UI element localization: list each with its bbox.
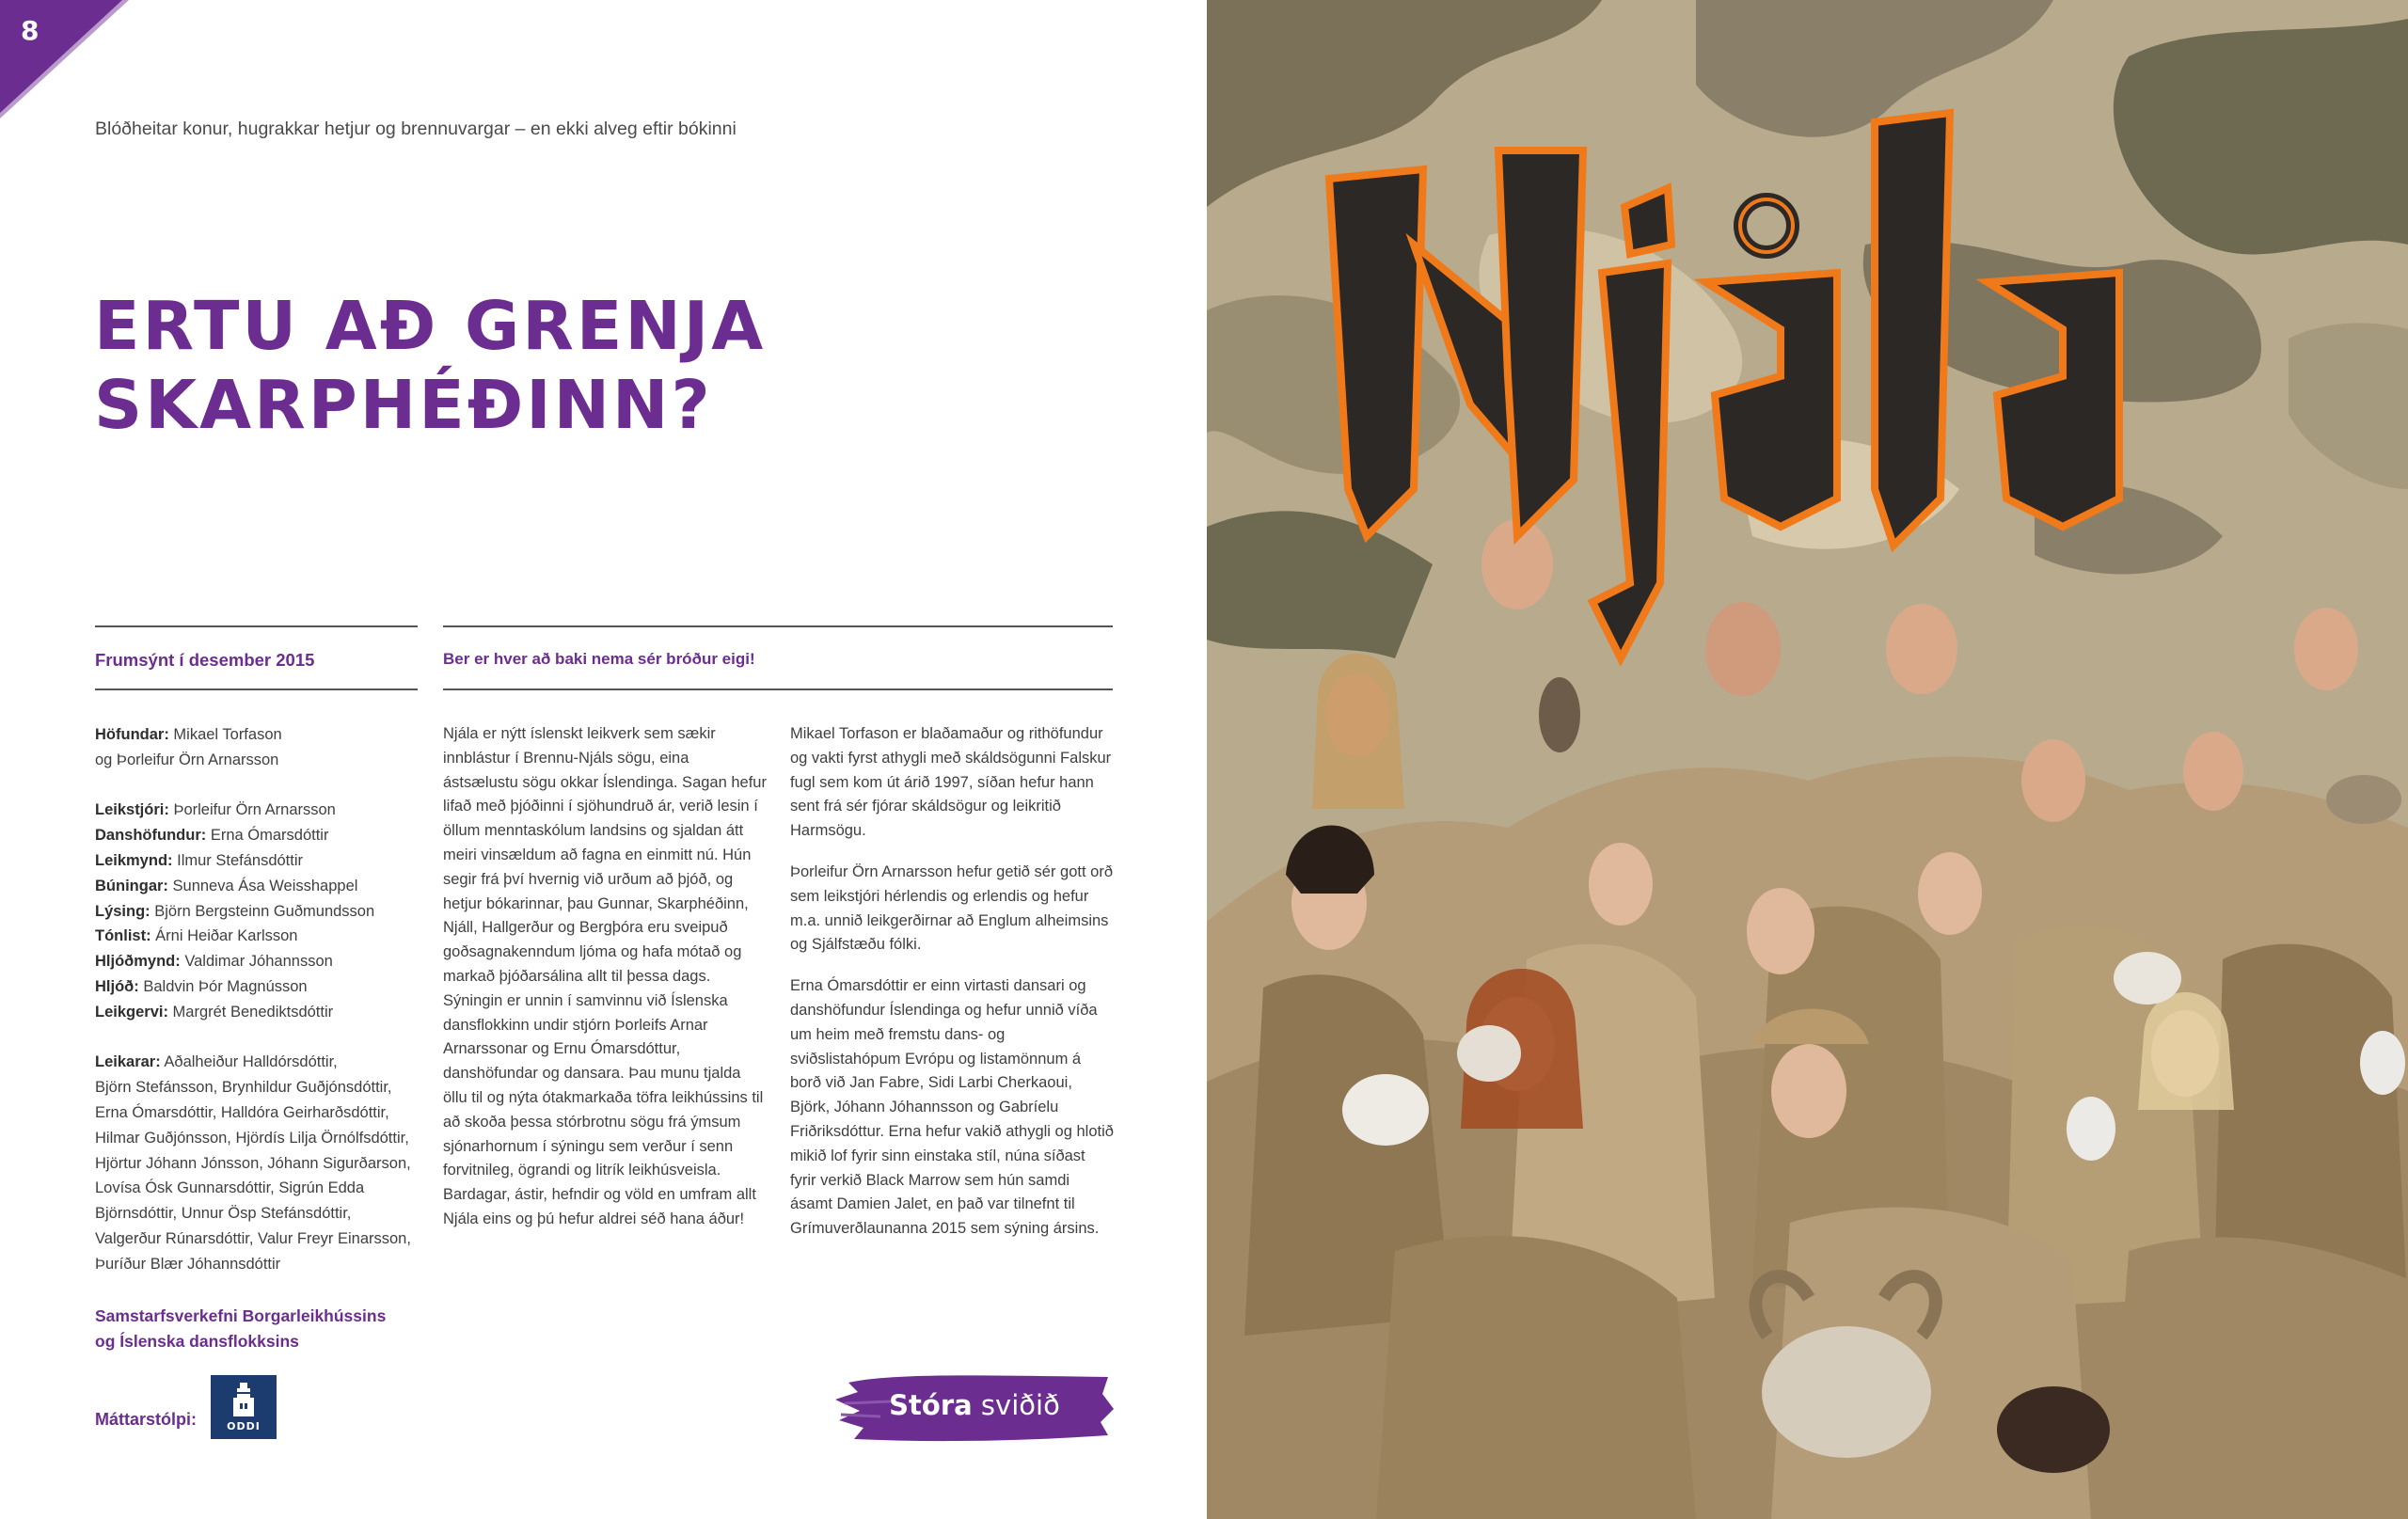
body-paragraph: Mikael Torfason er blaðamaður og rithöfundur og vakti fyrst athygli með skáldsögunni Falskur fugl sem kom út árið 1997, síðan hefur hann sent frá sér fjórar skáldsögur og leikritið Harmsögu. (790, 725, 1112, 840)
body-paragraph: Þorleifur Örn Arnarsson hefur getið sér gott orð sem leikstjóri hérlendis og erlendis og hefur m.a. unnið leikgerðirnar að Englum alheimsins og Sjálfstæðu fólki. (790, 862, 1114, 954)
page-number: 8 (21, 15, 40, 46)
body-column-right (790, 722, 1115, 1258)
stage-badge (835, 1366, 1114, 1445)
body-paragraph: Erna Ómarsdóttir er einn virtasti dansari og danshöfundur Íslendinga og hefur unnið víða um heim með fremstu dans- og sviðslistahópum Evrópu og listamönnum á borð við Jan Fabre, Sidi Larbi Cherkaoui, Björk, Jóhann Jóhannsson og Gabríelu Friðriksdóttur. Erna hefur vakið athygli og hlotið mikið lof fyrir sinn einstaka stíl, núna síðast fyrir verkið Black Marrow sem hún samdi ásamt Damien Jalet, en það var tilnefnt til Grímuverðlaunanna 2015 sem sýning ársins. (790, 977, 1114, 1238)
credit-sound: Hljóð: Baldvin Þór Magnússon (95, 977, 308, 995)
stage-name: Stóra sviðið (889, 1389, 1060, 1421)
credit-director: Leikstjóri: Þorleifur Örn Arnarsson (95, 801, 336, 819)
premiere-date: Frumsýnt í desember 2015 (95, 650, 315, 670)
headline-line-1: ERTU AÐ GRENJA (94, 287, 767, 365)
rule-left-bottom (95, 688, 418, 690)
rule-left-top (95, 625, 418, 627)
headline (94, 287, 941, 445)
kicker: Blóðheitar konur, hugrakkar hetjur og brennuvargar – en ekki alveg eftir bókinni (95, 119, 737, 139)
credit-lighting: Lýsing: Björn Bergsteinn Guðmundsson (95, 902, 375, 920)
body-column-middle (443, 722, 768, 1249)
oddi-logo (211, 1375, 277, 1439)
oddi-logo-text: ODDI (227, 1420, 261, 1432)
credits-list (95, 722, 415, 1277)
credit-music: Tónlist: Árni Heiðar Karlsson (95, 927, 298, 945)
credit-authors: Höfundar: Mikael Torfason (95, 726, 282, 743)
tagline: Ber er hver að baki nema sér bróður eigi! (443, 650, 755, 668)
rule-right-bottom (443, 688, 1113, 690)
credit-set: Leikmynd: Ilmur Stefánsdóttir (95, 851, 304, 869)
headline-line-2: SKARPHÉÐINN? (94, 366, 713, 444)
credit-sound-design: Hljóðmynd: Valdimar Jóhannsson (95, 953, 333, 971)
coproduction-note: Samstarfsverkefni Borgarleikhússins og Íslenska dansflokksins (95, 1306, 387, 1351)
corner-tab (0, 0, 122, 113)
credit-costumes: Búningar: Sunneva Ása Weisshappel (95, 877, 358, 894)
credit-authors-2: og Þorleifur Örn Arnarsson (95, 751, 279, 768)
body-paragraph: Njála er nýtt íslenskt leikverk sem sækir innblástur í Brennu-Njáls sögu, eina ástsælustu sögu okkar Íslendinga. Sagan hefur lifað með þjóðinni í sjöhundruð ár, verið lesin í öllum menntaskólum landsins og sjaldan átt meiri vinsældum að fagna en einmitt nú. Hún segir frá því hvernig við urðum að þjóð, og hetjur bókarinnar, þau Gunnar, Skarphéðinn, Njáll, Hallgerður og Bergþóra eru sveipuð goðsagnakenndum ljóma og hafa mótað og markað þjóðarsálina allt til þessa dags. Sýningin er unnin í samvinnu við Íslenska dansflokkinn undir stjórn Þorleifs Arnar Arnarssonar og Ernu Ómarsdóttur, danshöfundar og dansara. Þau munu tjalda öllu til og nýta ótakmarkaða töfra leikhússins til að skoða þessa stórbrotnu sögu frá ýmsum sjónarhornum í sýningu sem verður í senn forvitnileg, ögrandi og litrík leikhúsveisla. Bardagar, ástir, hefndir og völd en umfram allt Njála eins og þú hefur aldrei séð hana áður! (443, 725, 767, 1227)
credit-choreographer: Danshöfundur: Erna Ómarsdóttir (95, 827, 329, 845)
poster-photo (1207, 0, 2408, 1519)
credit-actors: Leikarar: Aðalheiður Halldórsdóttir, Björn Stefánsson, Brynhildur Guðjónsdóttir, Erna Ómarsdóttir, Halldóra Geirharðsdóttir, Hilmar Guðjónsson, Hjördís Lilja Örnólfsdóttir, Hjörtur Jóhann Jónsson, Jóhann Sigurðarson, Lovísa Ósk Gunnarsdóttir, Sigrún Edda Björnsdóttir, Unnur Ösp Stefánsdóttir, Valgerður Rúnarsdóttir, Valur Freyr Einarsson, Þuríður Blær Jóhannsdóttir (95, 1053, 411, 1273)
credit-makeup: Leikgervi: Margrét Benediktsdóttir (95, 1003, 334, 1021)
sponsor-label: Máttarstólpi: (95, 1410, 197, 1429)
rule-right-top (443, 625, 1113, 627)
camouflage-background (1207, 0, 2408, 1519)
